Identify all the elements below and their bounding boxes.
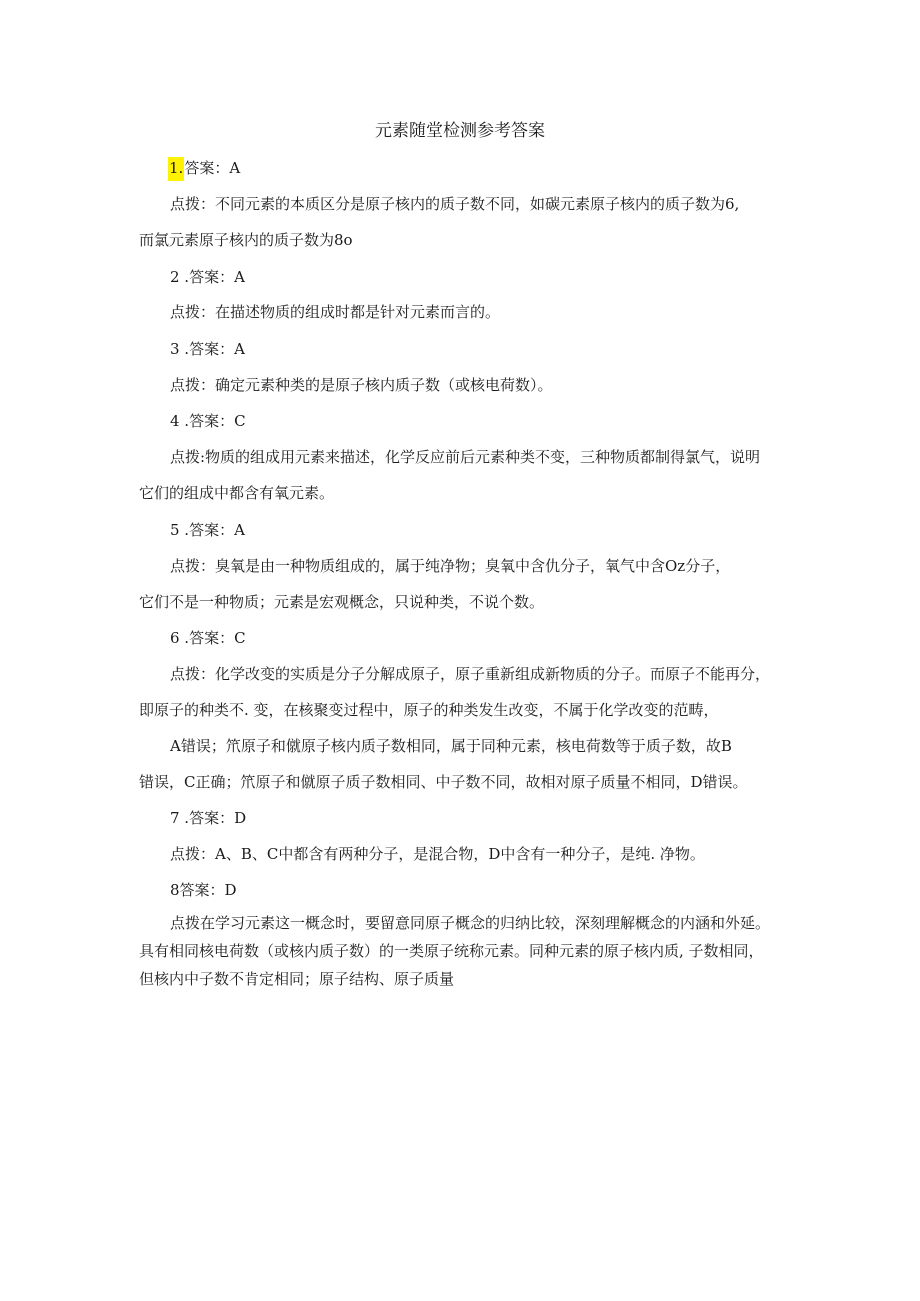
answer-8-tip-line-1: 点拨在学习元素这一概念时，要留意同原子概念的归纳比较，深刻理解概念的内涵和外延。 [170,914,771,932]
answer-5: 5 .答案：A [170,521,245,539]
answer-4-tip-line-2: 它们的组成中都含有氧元素。 [139,484,335,502]
page-title: 元素随堂检测参考答案 [375,121,545,141]
answer-3: 3 .答案：A [170,340,245,358]
answer-8-tip-line-3: 但核内中子数不肯定相同；原子结构、原子质量 [139,970,455,988]
answer-6-tip-line-4: 错误，C正确；笊原子和僦原子质子数相同、中子数不同，故相对原子质量不相同，D错误。 [139,773,748,791]
answer-6-tip-line-2: 即原子的种类不. 变，在核聚变过程中，原子的种类发生改变，不属于化学改变的范畴， [139,701,719,719]
answer-6-tip-line-1: 点拨：化学改变的实质是分子分解成原子，原子重新组成新物质的分子。而原子不能再分， [170,665,771,683]
answer-1-text: 答案：A [184,159,241,177]
answer-2: 2 .答案：A [170,268,245,286]
answer-6: 6 .答案：C [170,629,246,647]
answer-7-tip: 点拨：A、B、C中都含有两种分子，是混合物，D中含有一种分子，是纯. 净物。 [170,845,705,863]
answer-5-tip-line-1: 点拨：臭氧是由一种物质组成的，属于纯净物；臭氧中含仇分子，氧气中含Oz分子， [170,557,731,575]
answer-4: 4 .答案：C [170,412,246,430]
answer-2-tip: 点拨：在描述物质的组成时都是针对元素而言的。 [170,303,501,321]
answer-7: 7 .答案：D [170,809,247,827]
answer-6-tip-line-3: A错误；笊原子和僦原子核内质子数相同，属于同种元素，核电荷数等于质子数，故B [170,737,732,755]
answer-5-tip-line-2: 它们不是一种物质；元素是宏观概念，只说种类，不说个数。 [139,593,545,611]
answer-1 [168,158,240,178]
answer-1-tip-line-2: 而氯元素原子核内的质子数为8o [139,231,353,249]
answer-1-tip-line-1: 点拨：不同元素的本质区分是原子核内的质子数不同，如碳元素原子核内的质子数为6, [170,195,740,213]
answer-8-tip-line-2: 具有相同核电荷数（或核内质子数）的一类原子统称元素。同种元素的原子核内质, 子数相同， [139,942,764,960]
answer-3-tip: 点拨：确定元素种类的是原子核内质子数（或核电荷数）。 [170,376,553,394]
answer-8: 8答案：D [170,881,237,899]
answer-4-tip-line-1: 点拨:物质的组成用元素来描述，化学反应前后元素种类不变，三种物质都制得氯气，说明 [170,448,761,466]
highlighted-number: 1. [168,157,184,181]
